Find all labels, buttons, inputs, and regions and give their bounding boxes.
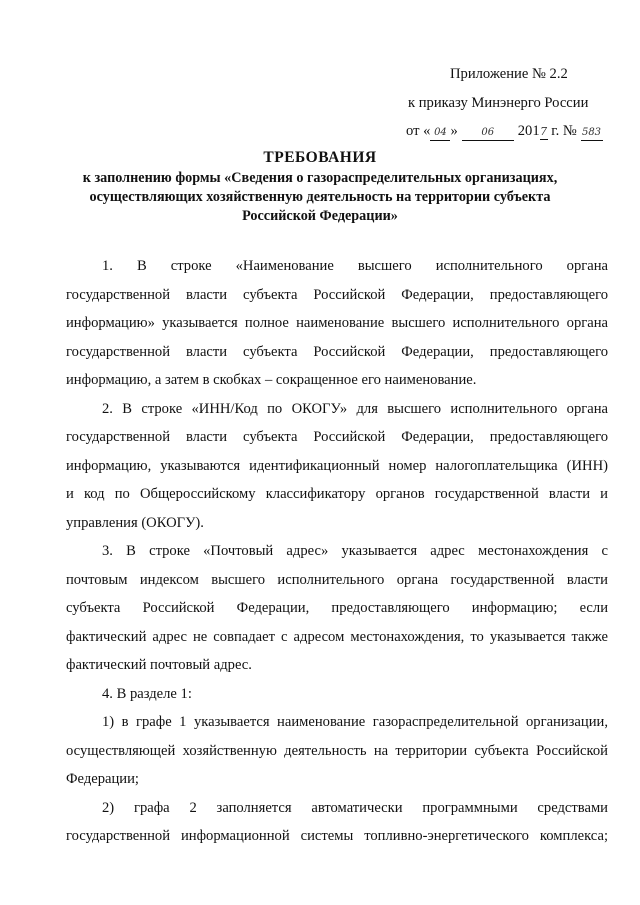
- text-line: субъекта Российской Федерации, предоставляющего информацию; если: [66, 600, 608, 616]
- handwritten-order-number: 583: [581, 126, 603, 141]
- document-heading: [60, 148, 580, 226]
- heading-line: к заполнению формы «Сведения о газораспределительных организациях,: [82, 170, 558, 186]
- text-line: осуществляющей хозяйственную деятельность на территории субъекта Российской: [66, 742, 608, 759]
- text-line: информацию, указываются идентификационный номер налогоплательщика (ИНН): [66, 457, 608, 474]
- text-line: почтовым индексом высшего исполнительного органа государственной власти: [66, 571, 608, 588]
- text-line: Федерации;: [66, 771, 139, 787]
- text-line: управления (ОКОГУ).: [66, 514, 204, 531]
- text-line: 4. В разделе 1:: [102, 685, 192, 702]
- text-line: информацию, а затем в скобках – сокращенное его наименование.: [66, 372, 477, 388]
- text-line: информацию» указывается полное наименование высшего исполнительного органа: [66, 315, 608, 331]
- date-year-suffix: г. №: [547, 123, 577, 139]
- text-line: государственной информационной системы топливно-энергетического комплекса;: [66, 828, 608, 844]
- document-body: [66, 252, 608, 851]
- text-line: фактический адрес не совпадает с адресом местонахождения, то указывается также: [66, 628, 608, 645]
- appendix-order-ref: к приказу Минэнерго России: [408, 94, 589, 111]
- text-line: 2) графа 2 заполняется автоматически программными средствами: [102, 799, 608, 816]
- text-line: фактический почтовый адрес.: [66, 657, 252, 673]
- appendix-date-line: [396, 117, 606, 146]
- text-line: и код по Общероссийскому классификатору органов государственной власти и: [66, 486, 608, 502]
- date-mid: »: [450, 123, 458, 139]
- text-line: государственной власти субъекта Российской Федерации, предоставляющего: [66, 429, 608, 445]
- handwritten-day: 04: [430, 126, 450, 141]
- text-line: 1. В строке «Наименование высшего исполнительного органа: [102, 258, 608, 274]
- heading-title: ТРЕБОВАНИЯ: [263, 149, 377, 166]
- handwritten-month: 06: [462, 126, 514, 141]
- appendix-number: Приложение № 2.2: [450, 66, 568, 82]
- text-line: 2. В строке «ИНН/Код по ОКОГУ» для высшего исполнительного органа: [102, 400, 608, 417]
- date-prefix: от «: [406, 123, 431, 139]
- handwritten-year-digit: 7: [540, 125, 548, 138]
- heading-line: Российской Федерации»: [242, 208, 398, 224]
- text-line: государственной власти субъекта Российской Федерации, предоставляющего: [66, 286, 608, 303]
- date-year-prefix: 201: [517, 123, 540, 139]
- text-line: государственной власти субъекта Российской Федерации, предоставляющего: [66, 343, 608, 360]
- heading-line: осуществляющих хозяйственную деятельность на территории субъекта: [89, 189, 551, 205]
- text-line: 1) в графе 1 указывается наименование газораспределительной организации,: [102, 714, 608, 730]
- appendix-block: [396, 60, 606, 146]
- text-line: 3. В строке «Почтовый адрес» указывается адрес местонахождения с: [102, 543, 608, 559]
